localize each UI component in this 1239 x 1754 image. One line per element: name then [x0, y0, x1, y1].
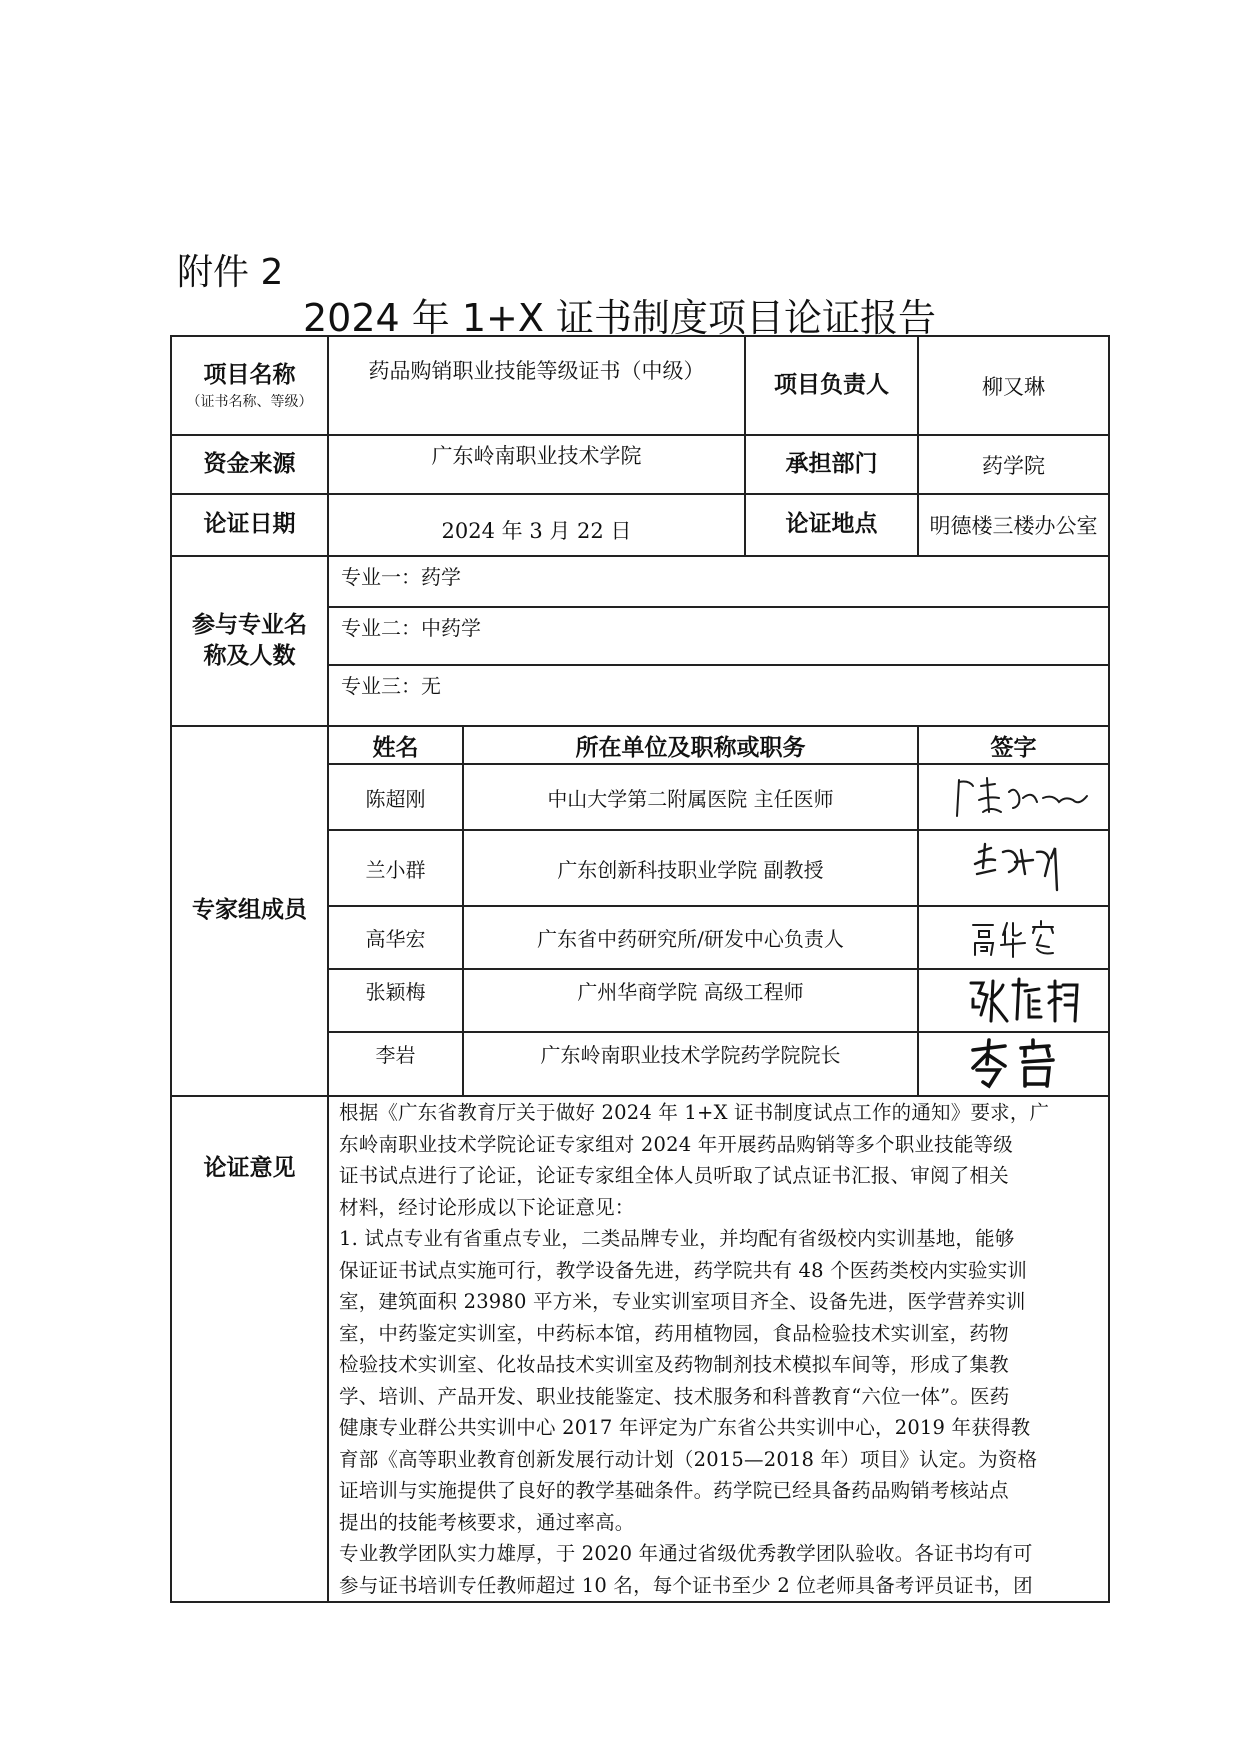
- opinion-line: 学、培训、产品开发、职业技能鉴定、技术服务和科普教育“六位一体”。医药: [339, 1384, 1010, 1408]
- department-label: 承担部门: [745, 435, 918, 494]
- expert-unit: 广东省中药研究所/研发中心负责人: [463, 906, 918, 969]
- opinion-line: 参与证书培训专任教师超过 10 名，每个证书至少 2 位老师具备考评员证书，团: [339, 1573, 1033, 1597]
- major-item: 专业一：药学: [328, 556, 1109, 607]
- opinion-line: 检验技术实训室、化妆品技术实训室及药物制剂技术模拟车间等，形成了集教: [339, 1353, 1009, 1376]
- expert-unit: 中山大学第二附属医院 主任医师: [463, 764, 918, 830]
- opinion-line: 专业教学团队实力雄厚，于 2020 年通过省级优秀教学团队验收。各证书均有可: [339, 1542, 1033, 1565]
- opinion-line: 证书试点进行了论证，论证专家组全体人员听取了试点证书汇报、审阅了相关: [339, 1164, 1009, 1187]
- opinion-line: 健康专业群公共实训中心 2017 年评定为广东省公共实训中心，2019 年获得教: [339, 1416, 1031, 1439]
- signature-image: [918, 969, 1109, 1032]
- header-signature: 签字: [918, 726, 1109, 764]
- department-value: 药学院: [918, 435, 1109, 494]
- opinion-line: 保证证书试点实施可行，教学设备先进，药学院共有 48 个医药类校内实验实训: [339, 1258, 1028, 1282]
- major-item: 专业二：中药学: [328, 607, 1109, 665]
- opinion-line: 1. 试点专业有省重点专业，二类品牌专业，并均配有省级校内实训基地，能够: [339, 1227, 1015, 1250]
- header-name: 姓名: [328, 726, 463, 764]
- project-name-value: 药品购销职业技能等级证书（中级）: [328, 336, 745, 435]
- experts-label: 专家组成员: [171, 726, 328, 1096]
- attachment-label: 附件 2: [177, 252, 284, 293]
- date-value: 2024 年 3 月 22 日: [328, 494, 745, 556]
- opinion-line: 根据《广东省教育厅关于做好 2024 年 1+X 证书制度试点工作的通知》要求，广: [339, 1101, 1050, 1124]
- place-value: 明德楼三楼办公室: [918, 494, 1109, 556]
- expert-name: 张颖梅: [328, 969, 463, 1032]
- opinion-label: 论证意见: [171, 1096, 328, 1602]
- fund-source-label: 资金来源: [171, 435, 328, 494]
- date-label: 论证日期: [171, 494, 328, 556]
- opinion-line: 提出的技能考核要求，通过率高。: [339, 1510, 635, 1534]
- place-label: 论证地点: [745, 494, 918, 556]
- opinion-line: 证培训与实施提供了良好的教学基础条件。药学院已经具备药品购销考核站点: [339, 1479, 1009, 1502]
- signature-image: [918, 1032, 1109, 1096]
- opinion-line: 室，建筑面积 23980 平方米，专业实训室项目齐全、设备先进，医学营养实训: [339, 1290, 1026, 1313]
- header-unit: 所在单位及职称或职务: [463, 726, 918, 764]
- majors-label: 参与专业名称及人数: [171, 556, 328, 726]
- project-name-sublabel: （证书名称、等级）: [186, 393, 313, 410]
- opinion-text: [328, 1096, 1109, 1602]
- opinion-line: 育部《高等职业教育创新发展行动计划（2015—2018 年）项目》认定。为资格: [339, 1447, 1038, 1471]
- expert-name: 高华宏: [328, 906, 463, 969]
- page-title: 2024 年 1+X 证书制度项目论证报告: [303, 296, 936, 340]
- expert-unit: 广东岭南职业技术学院药学院院长: [463, 1032, 918, 1096]
- expert-name: 兰小群: [328, 830, 463, 906]
- project-name-label: 项目名称 （证书名称、等级）: [171, 336, 328, 435]
- expert-name: 李岩: [328, 1032, 463, 1096]
- project-leader-value: 柳又琳: [918, 336, 1109, 435]
- report-table: [170, 335, 1110, 1603]
- signature-image: [918, 764, 1109, 830]
- opinion-line: 材料，经讨论形成以下论证意见：: [339, 1195, 635, 1219]
- expert-unit: 广东创新科技职业学院 副教授: [463, 830, 918, 906]
- expert-name: 陈超刚: [328, 764, 463, 830]
- project-leader-label: 项目负责人: [745, 336, 918, 435]
- opinion-line: 东岭南职业技术学院论证专家组对 2024 年开展药品购销等多个职业技能等级: [339, 1132, 1013, 1156]
- fund-source-value: 广东岭南职业技术学院: [328, 435, 745, 494]
- signature-image: [918, 906, 1109, 969]
- major-item: 专业三：无: [328, 665, 1109, 726]
- opinion-line: 室，中药鉴定实训室，中药标本馆，药用植物园，食品检验技术实训室，药物: [339, 1321, 1009, 1345]
- signature-image: [918, 830, 1109, 906]
- expert-unit: 广州华商学院 高级工程师: [463, 969, 918, 1032]
